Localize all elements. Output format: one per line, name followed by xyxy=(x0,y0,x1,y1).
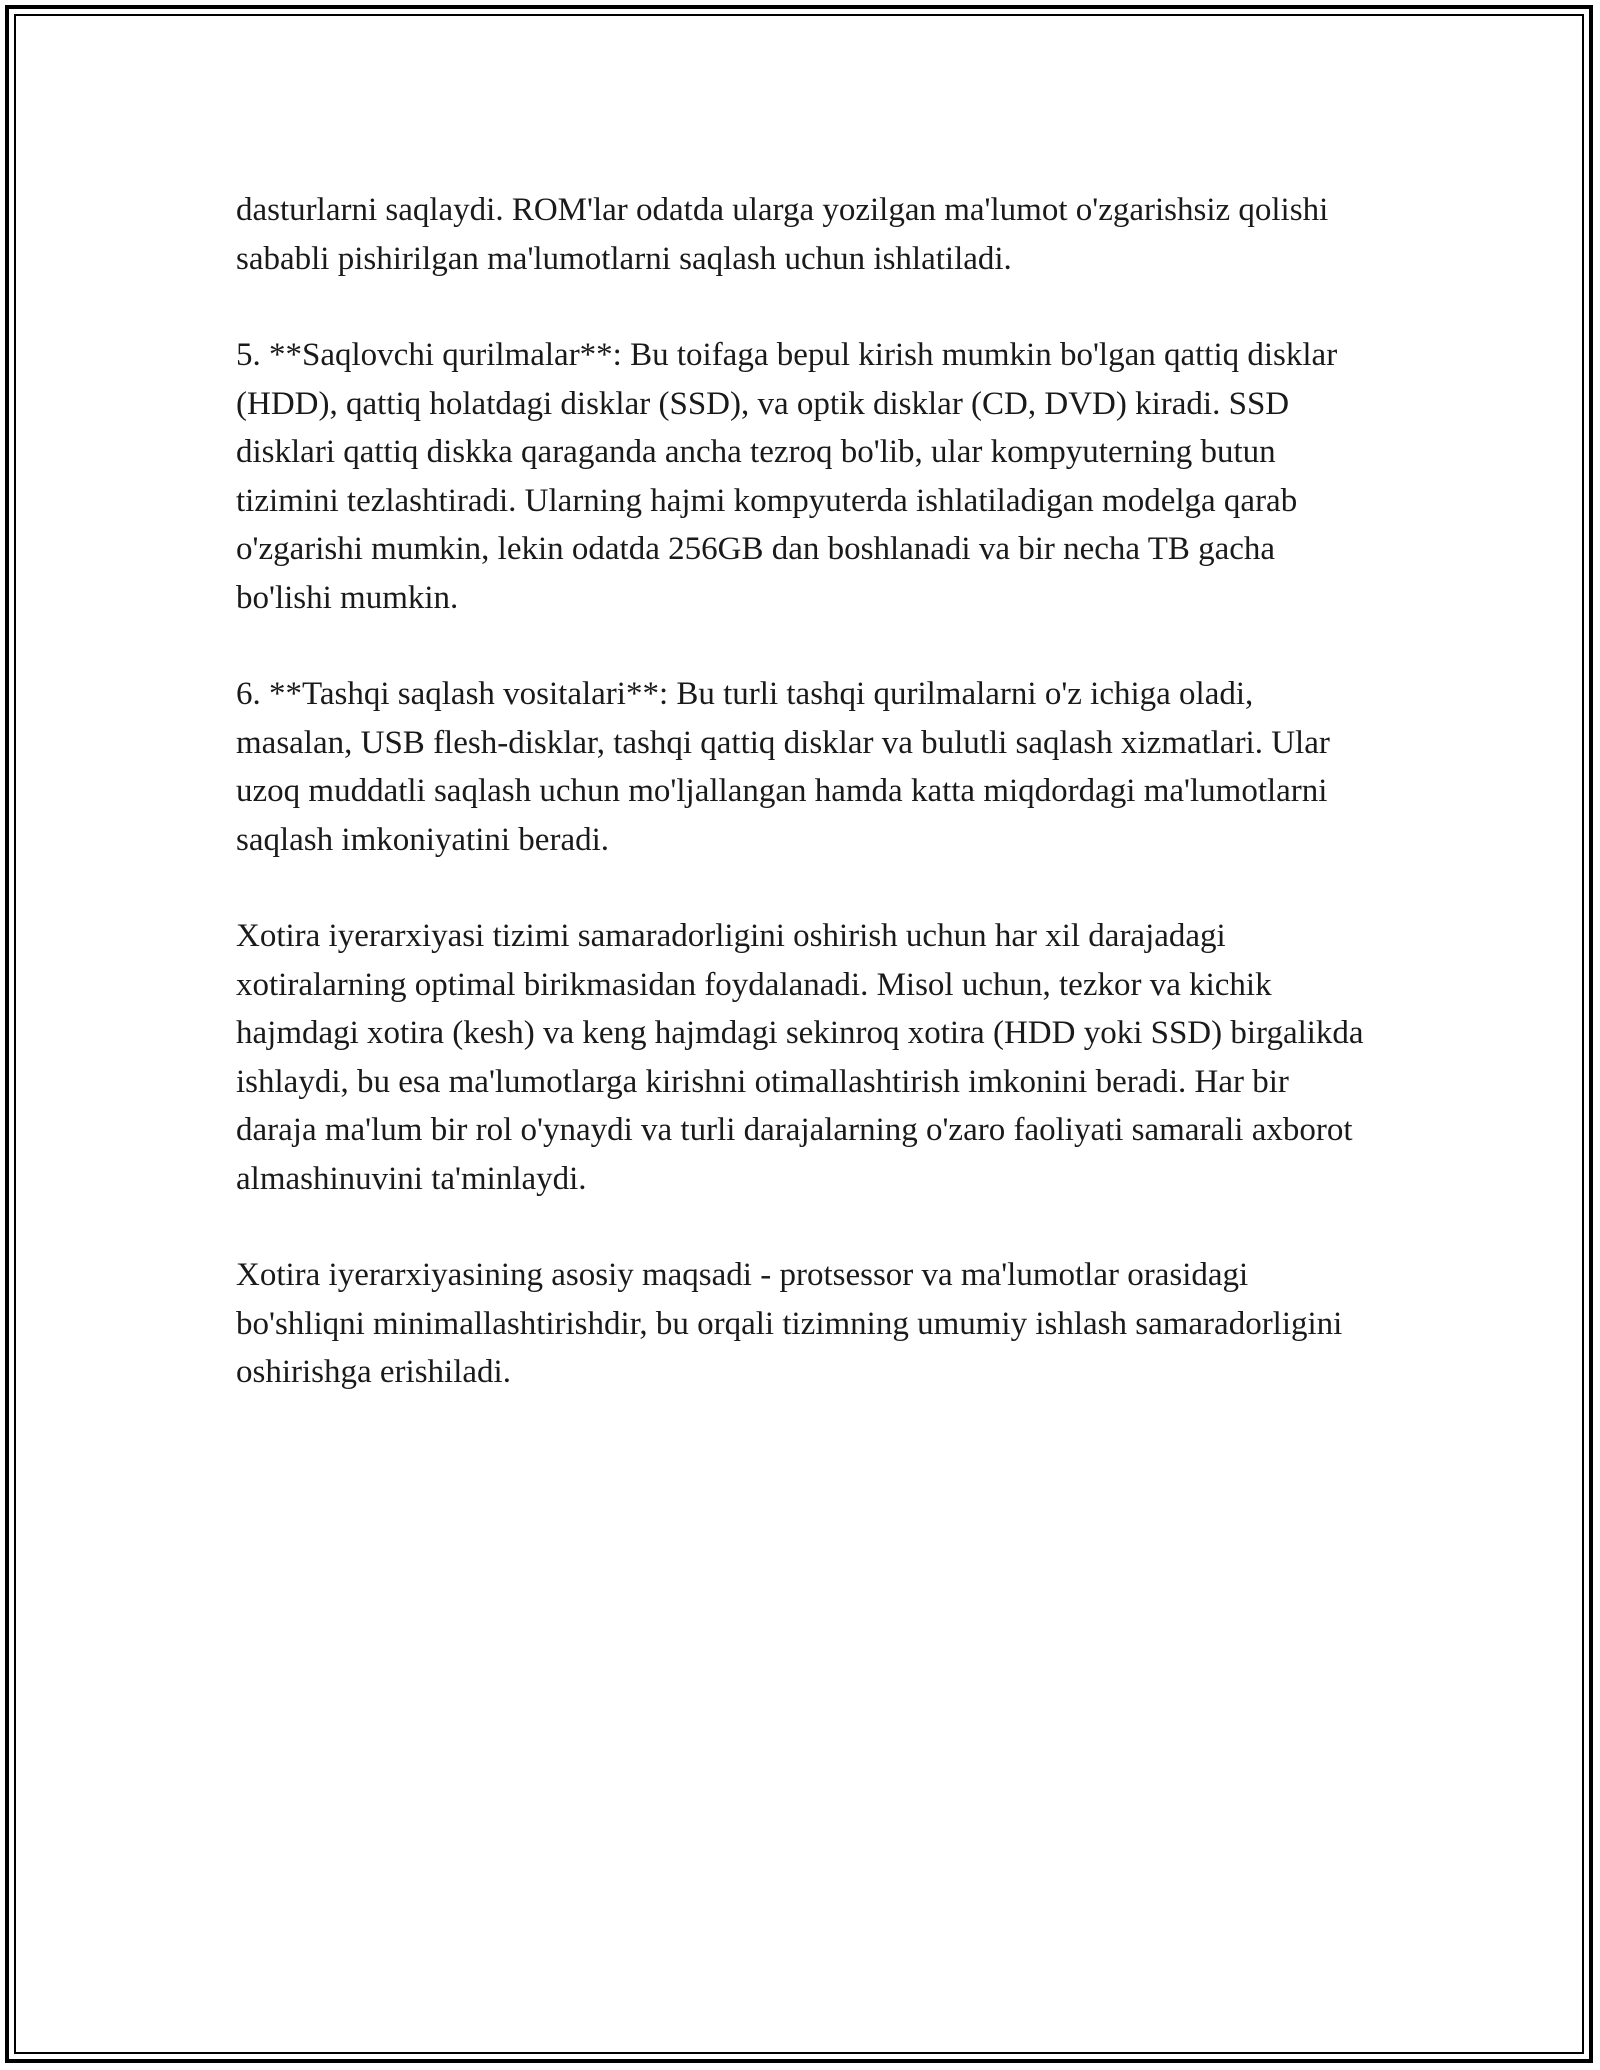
document-body xyxy=(236,186,1370,1445)
paragraph-rom-continuation: dasturlarni saqlaydi. ROM'lar odatda ularga yozilgan ma'lumot o'zgarishsiz qolishi sababli pishirilgan ma'lumotlarni saqlash uchun ishlatiladi. xyxy=(236,192,1329,277)
paragraph-memory-hierarchy: Xotira iyerarxiyasi tizimi samaradorligini oshirish uchun har xil darajadagi xotiralarning optimal birikmasidan foydalanadi. Misol uchun, tezkor va kichik hajmdagi xotira (kesh) va keng hajmdagi sekinroq xotira (HDD yoki SSD) birgalikda ishlaydi, bu esa ma'lumotlarga kirishni otimallashtirish imkonini beradi. Har bir daraja ma'lum bir rol o'ynaydi va turli darajalarning o'zaro faoliyati samarali axborot almashinuvini ta'minlaydi. xyxy=(236,918,1364,1197)
paragraph-storage-devices: 5. **Saqlovchi qurilmalar**: Bu toifaga bepul kirish mumkin bo'lgan qattiq disklar (HDD), qattiq holatdagi disklar (SSD), va optik disklar (CD, DVD) kiradi. SSD disklari qattiq diskka qaraganda ancha tezroq bo'lib, ular kompyuterning butun tizimini tezlashtiradi. Ularning hajmi kompyuterda ishlatiladigan modelga qarab o'zgarishi mumkin, lekin odatda 256GB dan boshlanadi va bir necha TB gacha bo'lishi mumkin. xyxy=(236,337,1338,616)
paragraph-external-storage: 6. **Tashqi saqlash vositalari**: Bu turli tashqi qurilmalarni o'z ichiga oladi, masalan, USB flesh-disklar, tashqi qattiq disklar va bulutli saqlash xizmatlari. Ular uzoq muddatli saqlash uchun mo'ljallangan hamda katta miqdordagi ma'lumotlarni saqlash imkoniyatini beradi. xyxy=(236,676,1330,858)
paragraph-main-goal: Xotira iyerarxiyasining asosiy maqsadi - protsessor va ma'lumotlar orasidagi bo'shliqni minimallashtirishdir, bu orqali tizimning umumiy ishlash samaradorligini oshirishga erishiladi. xyxy=(236,1257,1343,1390)
